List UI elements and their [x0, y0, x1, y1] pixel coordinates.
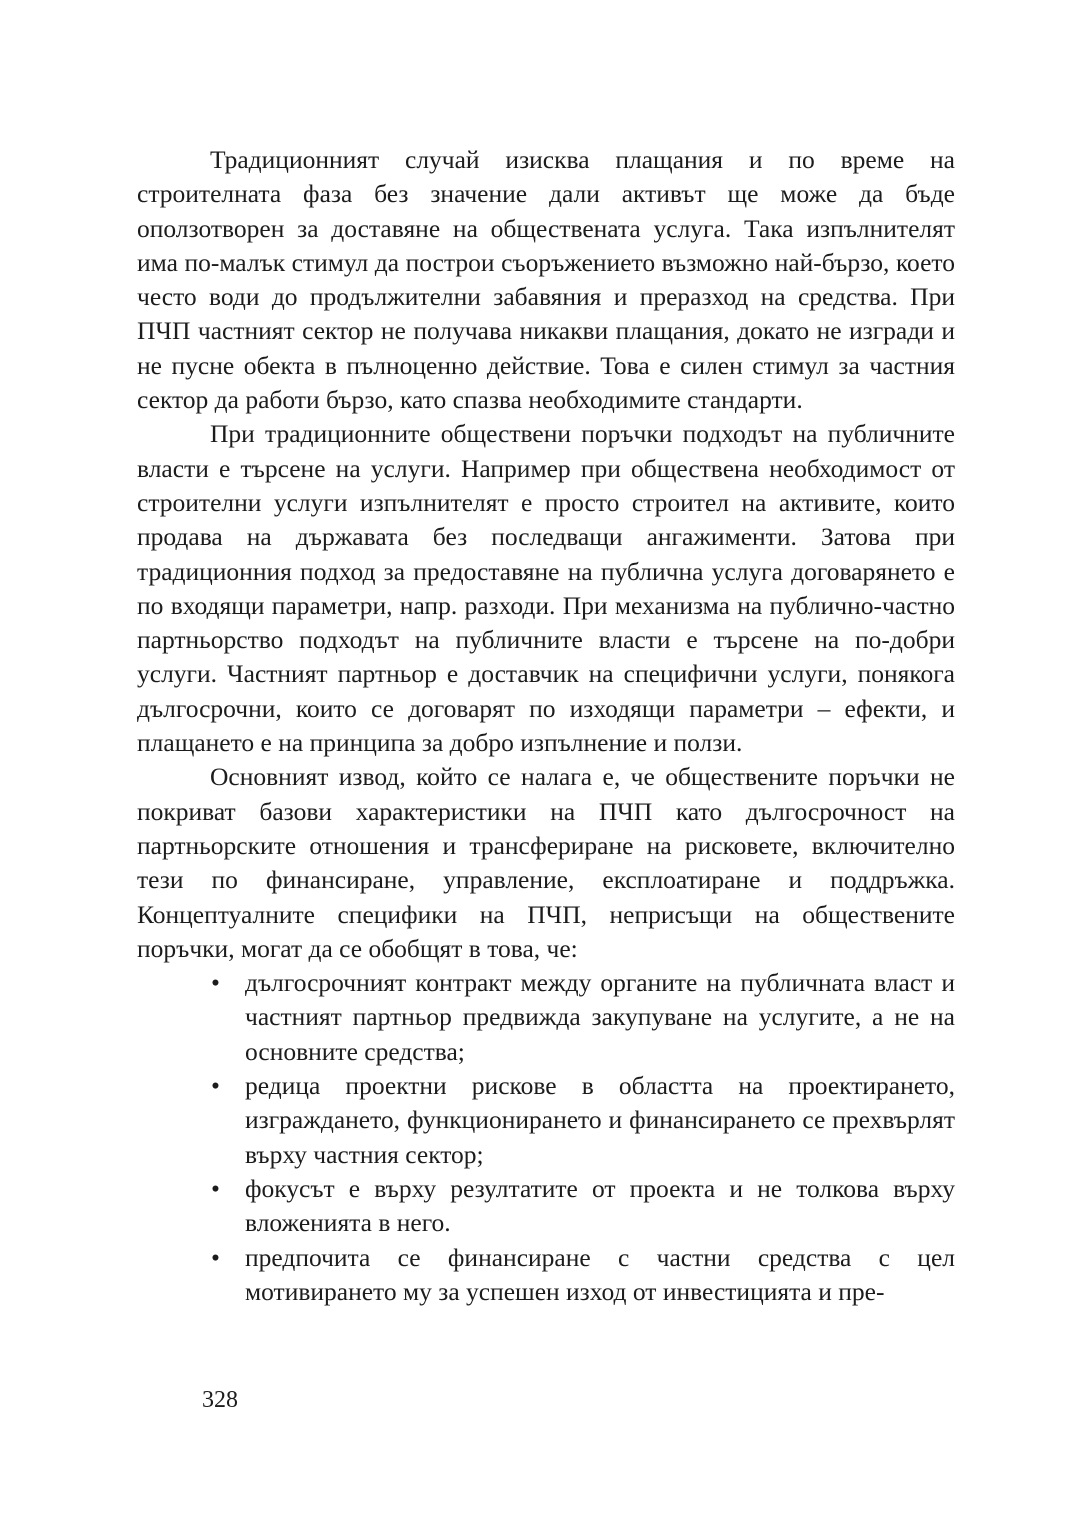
- bullet-marker: •: [211, 1242, 220, 1272]
- paragraph-1: Традиционният случай изисква плащания и по време на строителната фаза без значение дали активът ще може да бъде оползотворен за доставяне на обществената услуга. Така изпълнителят има по-малък стимул да построи съоръжението възможно най-бързо, което често води до продължителни забавяния и преразход на средства. При ПЧП частният сектор не получава никакви плащания, докато не изгради и не пусне обекта в пълноценно действие. Това е силен стимул за частния сектор да работи бързо, като спазва необходимите стандарти.: [137, 145, 955, 415]
- bullet-list: [137, 966, 955, 1309]
- body-text: [137, 143, 955, 1309]
- bullet-item-2: [211, 1069, 955, 1172]
- page-number: 328: [202, 1387, 238, 1413]
- bullet-marker: •: [211, 1173, 220, 1203]
- bullet-item-4: [211, 1241, 955, 1310]
- bullet-text: редица проектни рискове в областта на проектирането, изграждането, функционирането и финансирането се прехвърлят върху частния сектор;: [245, 1071, 955, 1169]
- bullet-text: предпочита се финансиране с частни средства с цел мотивирането му за успешен изход от инвестицията и пре-: [245, 1242, 955, 1306]
- bullet-text: фокусът е върху резултатите от проекта и не толкова върху вложенията в него.: [245, 1173, 955, 1238]
- paragraph-2: При традиционните обществени поръчки подходът на публичните власти е търсене на услуги. Например при обществена необходимост от строителни услуги изпълнителят е просто строител на активите, които продава на държавата без последващи ангажименти. Затова при традиционния подход за предоставяне на публична услуга договарянето е по входящи параметри, напр. разходи. При механизма на публично-частно партньорство подходът на публичните власти е търсене на по-добри услуги. Частният партньор е доставчик на специфични услуги, понякога дългосрочни, които се договарят по изходящи параметри – ефекти, и плащането е на принципа за добро изпълнение и ползи.: [137, 419, 955, 758]
- bullet-marker: •: [211, 1071, 220, 1101]
- bullet-item-3: [211, 1172, 955, 1241]
- bullet-item-1: [211, 966, 955, 1069]
- bullet-marker: •: [211, 968, 220, 998]
- paragraph-3: Основният извод, който се налага е, че обществените поръчки не покриват базови характеристики на ПЧП като дългосрочност на партньорските отношения и трансфериране на рисковете, включително тези по финансиране, управление, експлоатиране и поддръжка. Концептуалните специфики на ПЧП, неприсъщи на обществените поръчки, могат да се обобщят в това, че:: [137, 762, 955, 963]
- bullet-text: дългосрочният контракт между органите на публичната власт и частният партньор предвижда закупуване на услугите, а не на основните средства;: [245, 968, 955, 1066]
